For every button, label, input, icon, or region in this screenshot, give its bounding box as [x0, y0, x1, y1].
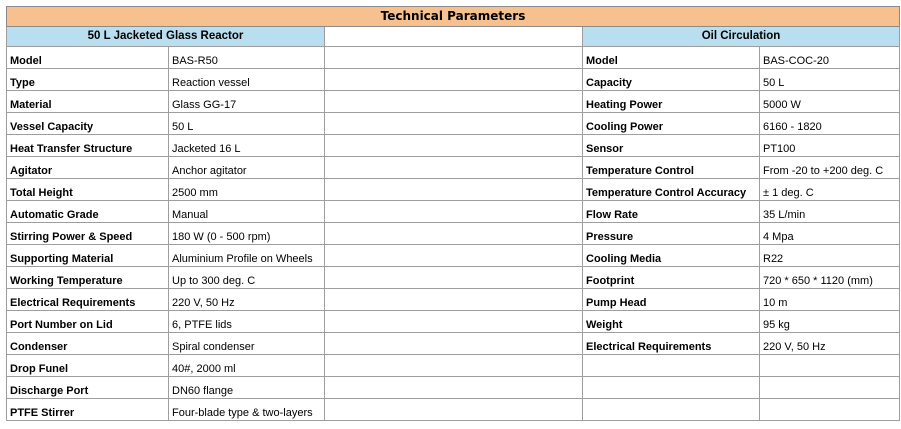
oil-section-heading: Oil Circulation	[583, 27, 900, 47]
oil-param-value: BAS-COC-20	[760, 47, 900, 69]
reactor-param-label: Working Temperature	[7, 267, 169, 289]
reactor-param-label: Discharge Port	[7, 377, 169, 399]
reactor-param-label: PTFE Stirrer	[7, 399, 169, 421]
reactor-param-label: Stirring Power & Speed	[7, 223, 169, 245]
spacer-cell	[325, 223, 583, 245]
reactor-param-label: Heat Transfer Structure	[7, 135, 169, 157]
spacer-cell	[325, 135, 583, 157]
table-row	[7, 91, 900, 113]
oil-param-label: Flow Rate	[583, 201, 760, 223]
technical-parameters-table	[6, 6, 900, 421]
spacer-cell	[325, 47, 583, 69]
table-row	[7, 69, 900, 91]
table-row	[7, 157, 900, 179]
spacer-cell	[325, 267, 583, 289]
oil-param-value: PT100	[760, 135, 900, 157]
table-row	[7, 223, 900, 245]
spacer-cell	[325, 311, 583, 333]
oil-param-label	[583, 355, 760, 377]
oil-param-label: Pressure	[583, 223, 760, 245]
oil-param-value	[760, 355, 900, 377]
oil-param-label: Cooling Media	[583, 245, 760, 267]
oil-param-value: 35 L/min	[760, 201, 900, 223]
reactor-param-value: Four-blade type & two-layers	[169, 399, 325, 421]
oil-param-value: 10 m	[760, 289, 900, 311]
spacer-cell	[325, 91, 583, 113]
spacer-cell	[325, 333, 583, 355]
table-row	[7, 113, 900, 135]
table-row	[7, 201, 900, 223]
reactor-param-value: Up to 300 deg. C	[169, 267, 325, 289]
title-row	[7, 7, 900, 27]
reactor-param-value: 2500 mm	[169, 179, 325, 201]
oil-param-label: Sensor	[583, 135, 760, 157]
oil-param-value: 5000 W	[760, 91, 900, 113]
spacer-cell	[325, 355, 583, 377]
table-row	[7, 245, 900, 267]
table-title: Technical Parameters	[7, 7, 900, 27]
oil-param-label: Temperature Control	[583, 157, 760, 179]
oil-param-label: Capacity	[583, 69, 760, 91]
oil-param-value: 220 V, 50 Hz	[760, 333, 900, 355]
reactor-param-label: Total Height	[7, 179, 169, 201]
reactor-param-value: Anchor agitator	[169, 157, 325, 179]
reactor-param-value: Jacketed 16 L	[169, 135, 325, 157]
reactor-param-value: 6, PTFE lids	[169, 311, 325, 333]
reactor-param-label: Supporting Material	[7, 245, 169, 267]
oil-param-value: ± 1 deg. C	[760, 179, 900, 201]
spacer-cell	[325, 289, 583, 311]
reactor-param-label: Agitator	[7, 157, 169, 179]
oil-param-label: Weight	[583, 311, 760, 333]
spacer-cell	[325, 69, 583, 91]
reactor-param-value: Reaction vessel	[169, 69, 325, 91]
spacer-cell	[325, 113, 583, 135]
oil-param-label: Cooling Power	[583, 113, 760, 135]
oil-param-value: 4 Mpa	[760, 223, 900, 245]
oil-param-label	[583, 399, 760, 421]
oil-param-label: Pump Head	[583, 289, 760, 311]
oil-param-value	[760, 377, 900, 399]
table-row	[7, 289, 900, 311]
reactor-param-label: Electrical Requirements	[7, 289, 169, 311]
reactor-param-value: DN60 flange	[169, 377, 325, 399]
oil-param-value: 95 kg	[760, 311, 900, 333]
spacer-cell	[325, 27, 583, 47]
oil-param-value: From -20 to +200 deg. C	[760, 157, 900, 179]
table-row	[7, 399, 900, 421]
reactor-param-label: Port Number on Lid	[7, 311, 169, 333]
oil-param-value: R22	[760, 245, 900, 267]
reactor-param-label: Condenser	[7, 333, 169, 355]
oil-param-value: 50 L	[760, 69, 900, 91]
reactor-section-heading: 50 L Jacketed Glass Reactor	[7, 27, 325, 47]
spacer-cell	[325, 377, 583, 399]
reactor-param-value: Spiral condenser	[169, 333, 325, 355]
reactor-param-value: 180 W (0 - 500 rpm)	[169, 223, 325, 245]
table-row	[7, 267, 900, 289]
oil-param-value: 720 * 650 * 1120 (mm)	[760, 267, 900, 289]
table-row	[7, 355, 900, 377]
oil-param-value	[760, 399, 900, 421]
oil-param-label: Model	[583, 47, 760, 69]
reactor-param-value: Glass GG-17	[169, 91, 325, 113]
reactor-param-value: Aluminium Profile on Wheels	[169, 245, 325, 267]
reactor-param-value: 40#, 2000 ml	[169, 355, 325, 377]
reactor-param-value: Manual	[169, 201, 325, 223]
table-row	[7, 311, 900, 333]
reactor-param-label: Drop Funel	[7, 355, 169, 377]
oil-param-label: Temperature Control Accuracy	[583, 179, 760, 201]
reactor-param-value: 50 L	[169, 113, 325, 135]
reactor-param-label: Material	[7, 91, 169, 113]
table-row	[7, 135, 900, 157]
oil-param-label: Footprint	[583, 267, 760, 289]
spacer-cell	[325, 399, 583, 421]
reactor-param-value: BAS-R50	[169, 47, 325, 69]
section-header-row	[7, 27, 900, 47]
spacer-cell	[325, 179, 583, 201]
oil-param-label	[583, 377, 760, 399]
table-row	[7, 333, 900, 355]
spacer-cell	[325, 245, 583, 267]
reactor-param-label: Vessel Capacity	[7, 113, 169, 135]
table-row	[7, 377, 900, 399]
reactor-param-label: Type	[7, 69, 169, 91]
spacer-cell	[325, 201, 583, 223]
reactor-param-value: 220 V, 50 Hz	[169, 289, 325, 311]
oil-param-label: Electrical Requirements	[583, 333, 760, 355]
reactor-param-label: Automatic Grade	[7, 201, 169, 223]
reactor-param-label: Model	[7, 47, 169, 69]
table-row	[7, 179, 900, 201]
oil-param-value: 6160 - 1820	[760, 113, 900, 135]
oil-param-label: Heating Power	[583, 91, 760, 113]
spacer-cell	[325, 157, 583, 179]
table-row	[7, 47, 900, 69]
